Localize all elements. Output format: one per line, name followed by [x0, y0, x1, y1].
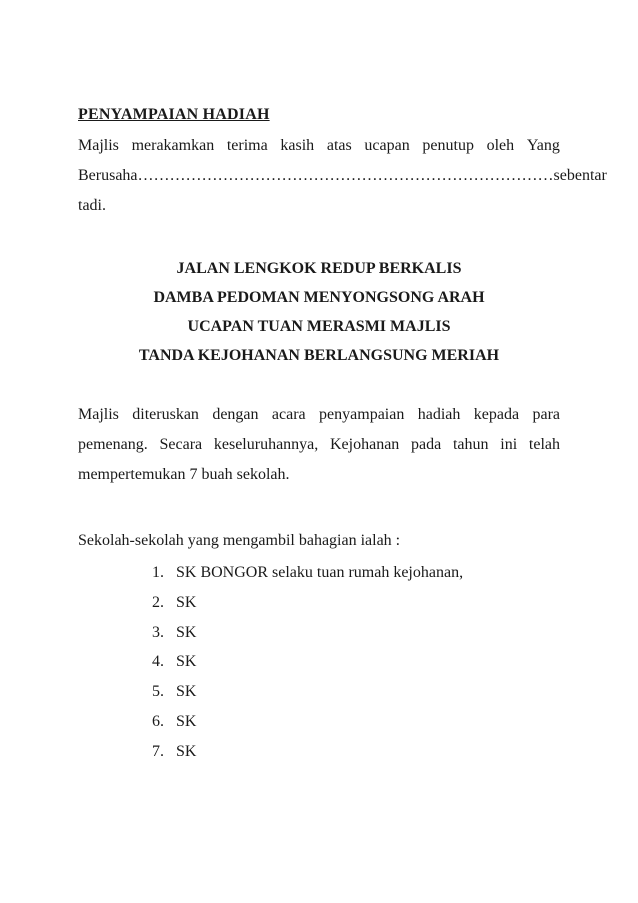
word: penutup [422, 137, 474, 154]
school-name: SK [176, 742, 197, 760]
school-list [152, 558, 463, 767]
list-item [152, 647, 463, 677]
list-number: 1. [152, 564, 164, 581]
paragraph-line [78, 131, 560, 161]
word: Yang [526, 137, 560, 154]
school-name: SK [176, 712, 197, 730]
school-name: SK [176, 593, 197, 611]
list-number: 3. [152, 623, 164, 641]
list-number: 6. [152, 712, 164, 730]
pantun-line: TANDA KEJOHANAN BERLANGSUNG MERIAH [138, 347, 500, 364]
word: kasih [280, 137, 315, 154]
list-item [152, 558, 463, 588]
paragraph-line [78, 161, 607, 191]
paragraph-appreciation [78, 131, 607, 221]
word: Majlis [78, 137, 119, 154]
list-number: 2. [152, 593, 164, 611]
list-number: 4. [152, 653, 164, 671]
blank-dots: …………………………………………………………………… [137, 167, 554, 184]
paragraph-schools-intro: Sekolah-sekolah yang mengambil bahagian ialah : [78, 532, 401, 549]
list-item [152, 618, 463, 648]
word: atas [326, 137, 352, 154]
list-item [152, 737, 463, 767]
paragraph-prize [78, 400, 560, 490]
word: merakamkan [131, 137, 215, 154]
word: oleh [486, 137, 515, 154]
pantun-line: DAMBA PEDOMAN MENYONGSONG ARAH [153, 289, 485, 306]
school-name: SK [176, 683, 197, 701]
list-item [152, 707, 463, 737]
pantun-line: UCAPAN TUAN MERASMI MAJLIS [187, 318, 451, 335]
list-item [152, 588, 463, 618]
school-name: SK [176, 653, 197, 671]
word: sebentar [553, 167, 607, 184]
word: Berusaha [78, 167, 138, 184]
paragraph-line: pemenang. Secara keseluruhannya, Kejohanan pada tahun ini telah [78, 436, 560, 453]
pantun-verse [78, 254, 560, 370]
list-number: 7. [152, 742, 164, 760]
list-item [152, 677, 463, 707]
pantun-line: JALAN LENGKOK REDUP BERKALIS [176, 260, 462, 277]
school-name: SK [176, 623, 197, 641]
paragraph-line: mempertemukan 7 buah sekolah. [78, 466, 290, 483]
word: terima [226, 137, 268, 154]
paragraph-line: tadi. [78, 197, 106, 214]
school-name: SK BONGOR selaku tuan rumah kejohanan, [176, 564, 464, 581]
paragraph-line: Majlis diteruskan dengan acara penyampaian hadiah kepada para [78, 406, 560, 423]
list-number: 5. [152, 683, 164, 701]
word: ucapan [364, 137, 410, 154]
section-heading: PENYAMPAIAN HADIAH [78, 106, 270, 123]
